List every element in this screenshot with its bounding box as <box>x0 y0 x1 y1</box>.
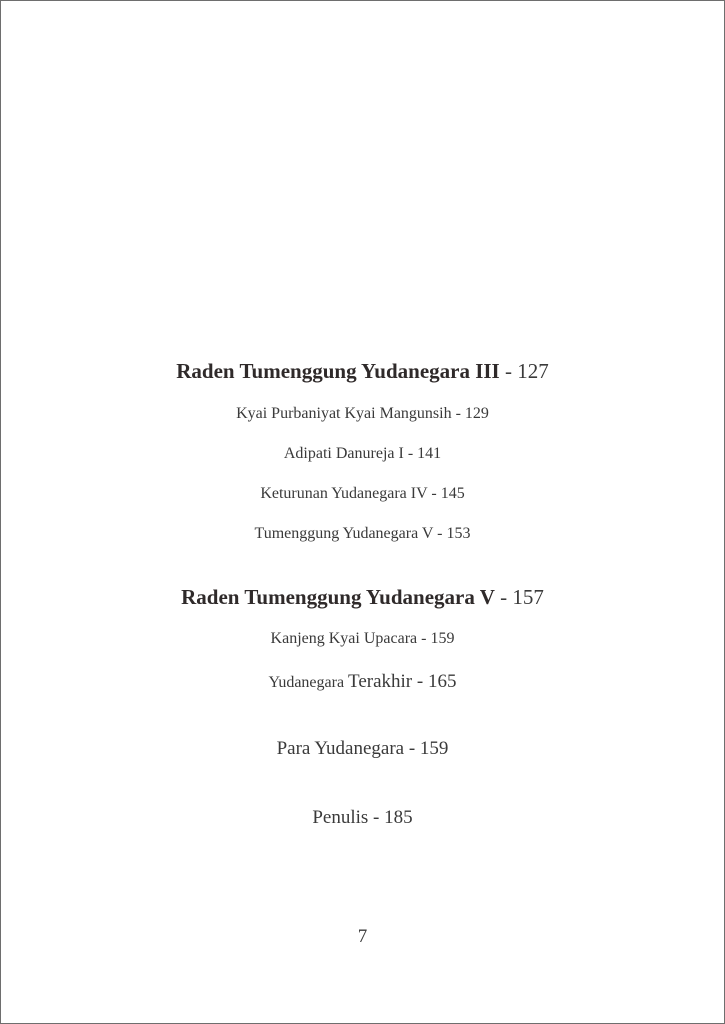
toc-entry: Kyai Purbaniyat Kyai Mangunsih - 129 <box>236 405 489 422</box>
toc-heading-page: - 127 <box>499 359 549 383</box>
toc-entry: Kanjeng Kyai Upacara - 159 <box>270 630 455 647</box>
toc-heading-yudanegara-v <box>1 585 724 610</box>
toc-entry-part: Terakhir - 165 <box>348 671 457 692</box>
toc-heading-title: Raden Tumenggung Yudanegara V <box>181 585 495 609</box>
toc-entry-para-yudanegara: Para Yudanegara - 159 <box>276 738 449 759</box>
toc-entry: Keturunan Yudanegara IV - 145 <box>260 485 465 502</box>
toc-entry-penulis: Penulis - 185 <box>312 807 413 828</box>
page-number: 7 <box>357 926 368 947</box>
toc-heading-yudanegara-iii <box>1 359 724 384</box>
toc-entry-terakhir <box>1 671 724 693</box>
toc-entry-part: Yudanegara <box>268 674 349 691</box>
toc-entry: Adipati Danureja I - 141 <box>283 445 442 462</box>
toc-entry: Tumenggung Yudanegara V - 153 <box>254 525 471 542</box>
toc-heading-title: Raden Tumenggung Yudanegara III <box>176 359 500 383</box>
toc-heading-page: - 157 <box>494 585 544 609</box>
